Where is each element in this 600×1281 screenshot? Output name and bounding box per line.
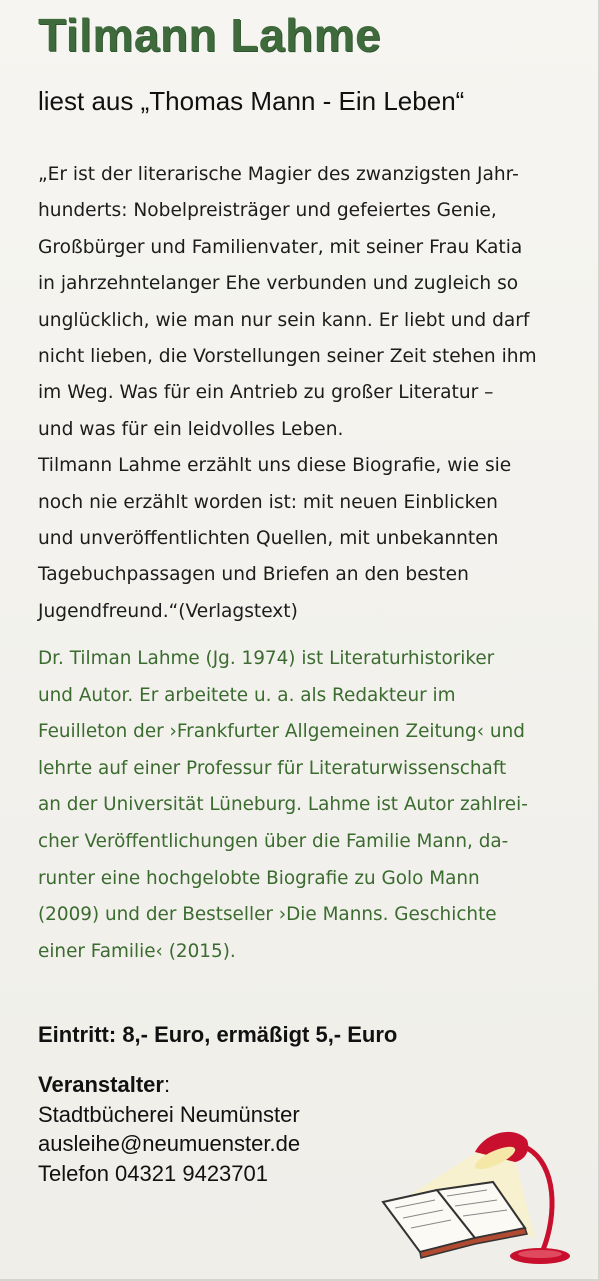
page-subtitle: liest aus „Thomas Mann - Ein Leben“	[38, 86, 465, 116]
quote-line: unglücklich, wie man nur sein kann. Er liebt und darf	[38, 309, 530, 331]
quote-line: in jahrzehntelanger Ehe verbunden und zugleich so	[38, 273, 519, 295]
bio-line: Dr. Tilman Lahme (Jg. 1974) ist Literaturhistoriker	[38, 648, 495, 669]
quote-line: Tilmann Lahme erzählt uns diese Biografie, wie sie	[38, 455, 512, 477]
bio-line: Feuilleton der ›Frankfurter Allgemeinen Zeitung‹ und	[38, 721, 525, 743]
quote-line: hunderts: Nobelpreisträger und gefeiertes Genie,	[38, 200, 497, 222]
organizer-heading	[38, 1070, 300, 1100]
quote-line: Jugendfreund.“(Verlagstext)	[38, 600, 298, 622]
bio-line: an der Universität Lüneburg. Lahme ist Autor zahlrei-	[38, 794, 528, 816]
organizer-name: Stadtbücherei Neumünster	[38, 1101, 300, 1127]
reading-lamp-book-icon	[375, 1120, 590, 1270]
page-title: Tilmann Lahme	[38, 9, 382, 61]
quote-line: „Er ist der literarische Magier des zwanzigsten Jahr-	[38, 164, 519, 185]
admission-price: Eintritt: 8,- Euro, ermäßigt 5,- Euro	[38, 1022, 398, 1047]
quote-line: und unveröffentlichten Quellen, mit unbekannten	[38, 528, 499, 550]
bio-line: lehrte auf einer Professur für Literaturwissenschaft	[38, 757, 507, 779]
quote-line: Großbürger und Familienvater, mit seiner Frau Katia	[38, 236, 523, 258]
quote-line: Tagebuchpassagen und Briefen an den besten	[38, 564, 469, 586]
organizer-phone: Telefon 04321 9423701	[38, 1160, 268, 1186]
quote-line: noch nie erzählt worden ist: mit neuen Einblicken	[38, 491, 498, 513]
quote-line: nicht lieben, die Vorstellungen seiner Zeit stehen ihm	[38, 346, 537, 368]
quote-line: und was für ein leidvolles Leben.	[38, 418, 344, 440]
bio-line: (2009) und der Bestseller ›Die Manns. Geschichte	[38, 904, 497, 926]
organizer-label-colon: :	[163, 1072, 171, 1097]
author-bio-block	[38, 641, 583, 970]
organizer-email: ausleihe@neumuenster.de	[38, 1131, 301, 1156]
quote-block	[38, 157, 583, 630]
organizer-block	[38, 1070, 300, 1188]
organizer-label: Veranstalter	[38, 1072, 164, 1097]
bio-line: cher Veröffentlichungen über die Familie Mann, da-	[38, 830, 509, 852]
bio-line: runter eine hochgelobte Biografie zu Golo Mann	[38, 867, 480, 889]
bio-line: einer Familie‹ (2015).	[38, 940, 236, 962]
quote-line: im Weg. Was für ein Antrieb zu großer Literatur –	[38, 382, 494, 404]
bio-line: und Autor. Er arbeitete u. a. als Redakteur im	[38, 684, 456, 706]
